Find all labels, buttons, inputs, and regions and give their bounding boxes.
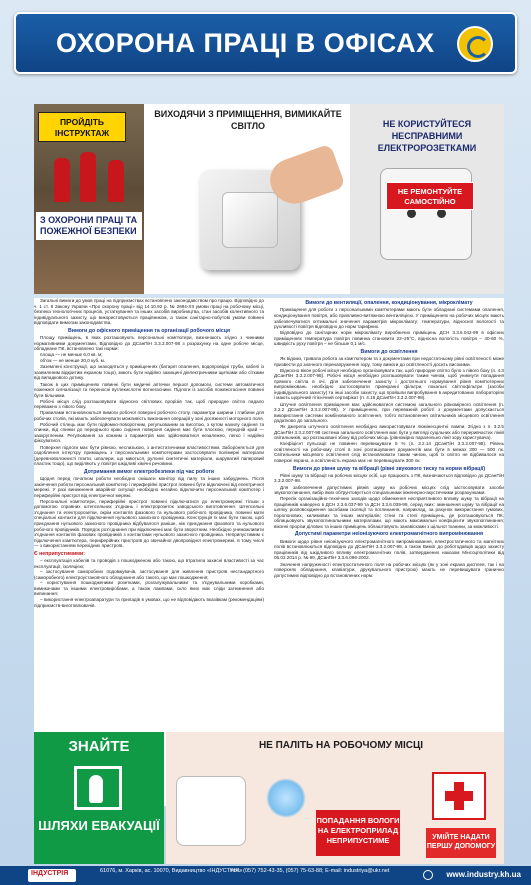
section-heading: Є неприпустимими: [34, 550, 85, 557]
paragraph: Штучне освітлення приміщення має здійснюватися системою загального рівномірного освітлення (п. 3.2.2 ДСанПіН 3.3.2.007-98). У приміщеннях, при переважній роботі з документами допускається використання системи комбінованого освітлення, тобто встановлення світильників місцевого освітлення додатково до загального. [274, 401, 504, 424]
fire-extinguisher-photo [34, 104, 144, 294]
evacuation-know-label: ЗНАЙТЕ [68, 738, 130, 755]
first-aid-sign: УМІЙТЕ НАДАТИ ПЕРШУ ДОПОМОГУ [426, 828, 496, 858]
light-switch-photo [152, 104, 344, 294]
socket-photo [350, 104, 504, 294]
section-heading: Вимоги до рівня шуму та вібрації (рівні звукового тиску та норми вібрації) [292, 465, 486, 472]
footer-logo-text: ІНДУСТРІЯ [31, 870, 69, 877]
extinguisher-icon [80, 152, 96, 202]
footer [0, 866, 531, 885]
evacuation-sign [34, 732, 164, 864]
paragraph: Приміщення для роботи з персональними комп'ютерами мають бути обладнані системами опалення, кондиціонування повітря, або припливно-витяжною вентиляцією. У приміщеннях на робочих місцях мають забезпечуватися оптимальні значення параметрів мікроклімату: температури, відносної вологості та рухливості повітря відповідно до норм тарифних. [274, 307, 504, 330]
extinguisher-icon [54, 158, 70, 202]
fire-safety-caption: З ОХОРОНИ ПРАЦІ ТА ПОЖЕЖНОЇ БЕЗПЕКИ [36, 212, 142, 240]
evacuation-routes-label: ШЛЯХИ ЕВАКУАЦІЇ [38, 818, 160, 833]
paragraph: Поверхня підлоги має бути рівною, неслизькою, з антистатичними властивостями. Забороняється для оздоблення інтер'єру приміщень з персональними комп'ютерами застосовувати полімерні матеріали (деревноволокнисті плити, шпалери, що миються, рулонні синтетичні матеріали, шаруватий паперовий пластик тощо), що виділяють у повітря шкідливі хімічні речовини. [34, 444, 264, 467]
paragraph: об'єм — не менше 20,0 куб. м. [40, 358, 106, 364]
footer-address: 61076, м. Харків, ас. 10070, Видавництво «ІНДУСТРІЯ» [100, 868, 243, 874]
paragraph: Коефіцієнт пульсації не повинен перевищувати 5 % (п. 3.2.14 ДСанПіН 3.3.2.007-98). Рівень освітленості на робочому столі в зоні розташування документів має бути в межах 300 — 500 лк. Світильники місцевого освітлення слід встановлювати таким чином, щоб їх світло не відбивалося на поверхні екрана, а освітленість екрана має не перевищувати 300 лк. [274, 441, 504, 463]
paragraph: Правилами встановлюються вимоги робочої поверхні робочого столу, параметри ширини і глибини для робочих столів, які мають забезпечувати можливість виконання операцій у зоні досяжності моторного поля. [34, 410, 264, 421]
exit-door-icon [74, 766, 122, 810]
list-item: – користування пошкодженими розетками, розгалужувальними та з'єднувальними коробками, вимикачами та іншими електровиробами, а також лампами, скло яких має сліди затемнення або випинання; [34, 580, 264, 597]
paragraph: Робочі місця слід розташовувати відносно світлових прорізів так, щоб природне світло падало переважно з лівого боку. [34, 398, 264, 410]
paragraph: площа — не менше 6,0 кв. м; [40, 352, 103, 358]
socket-caption: НЕ КОРИСТУЙТЕСЯ НЕСПРАВНИМИ ЕЛЕКТРОРОЗЕТКАМИ [377, 119, 477, 153]
first-aid-icon [432, 772, 486, 820]
paragraph: Щодня перед початком роботи необхідно смішати монітор від пилу та інших забруднень. Після закінчення роботи персональний комп'ютер і периферійні пристрої повинні бути відключені від електричної мережі. У разі виникнення аварійної ситуації необхідно негайно відключити персональний комп'ютер і периферійні пристрої від електричної мережі. [34, 476, 264, 498]
globe-icon [423, 870, 433, 880]
no-smoking-caption: НЕ ПАЛІТЬ НА РОБОЧОМУ МІСЦІ [258, 740, 424, 751]
paragraph: Перелік організаційно-технічних заходів щодо обмеження несприятливого впливу шуму та вібрації на працівників наведено в ДСН 2.3.6.037-99 та ДСН 3.3.6.039-99, серед яких: зменшення шуму та вібрації на шляху розповсюдження засобами ізоляції та поглинання, наприклад, за рахунок використання гумових, поролонових, килимових та інших матеріалів; стіни та стелі приміщень, де розташовуються ПК, облицьовують звукопоглинальними матеріалами, що мають максимальні коефіцієнти звукопоглинання; віконні прорізи ділових та інших приміщень облаштовують занавісками з щільної тканини, за можливості. [274, 496, 504, 529]
body-column-right [274, 298, 504, 579]
electrical-socket-icon [176, 776, 246, 846]
paragraph: Для забезпечення допустимих рівнів шуму на робочих місцях слід застосовувати засоби звукопоглинання, вибір яких обґрунтовується спеціальними інженерно-акустичними розрахунками. [274, 484, 504, 496]
running-man-icon [89, 775, 103, 803]
section-heading: Допустимі параметри неіонізуючого електромагнітного випромінювання [294, 531, 484, 538]
footer-logo [28, 869, 76, 882]
section-heading: Вимоги до офісного приміщення та організації робочого місця [68, 327, 230, 334]
paragraph: Робочий стілець має бути підйомно-поворотним, регульованим за висотою, з кутом нахилу сидіння та спинки, від спинки до переднього краю сидіння поверхня сидіння має бути плоскою, передній край — заокругленим. Регулювання за кожним з параметрів має здійснюватися незалежно, легко і надійно фіксуватися. [34, 421, 264, 444]
bottom-illustration-panel [34, 738, 504, 864]
header-banner [14, 12, 517, 74]
switch-key [222, 192, 278, 248]
moisture-warning-sign: ПОПАДАННЯ ВОЛОГИ НА ЕЛЕКТРОПРИЛАД НЕПРИПУСТИМЕ [316, 810, 400, 856]
body-text-panel [34, 298, 504, 806]
paragraph: Як відомо, тривала робота за комп'ютером та з документами при недостатньому рівні освітленості може призвести до значного перенапруження зору, тому вимоги до освітленості досить високими. [274, 356, 504, 367]
outlet-water-photo [166, 732, 504, 864]
switch-caption: ВИХОДЯЧИ З ПРИМІЩЕННЯ, ВИМИКАЙТЕ СВІТЛО [154, 109, 342, 131]
socket-hole [437, 209, 446, 218]
extinguisher-icon [108, 160, 124, 202]
paragraph: Значення напруженості електростатичного поля на робочих місцях (як у зоні екрана дисплея, так і на поверхнях обладнання, клавіатури, друкувального пристрою) мають не перевищувати гранично допустимих відповідно до встановлених норм. [274, 561, 504, 578]
paragraph: Відповідно до санітарних норм мікроклімату виробничих приміщень ДСН 3.3.6.042-99 в офісних приміщеннях температура повітря повинна становити 22–25°С, відносна вологість повітря – 40-60 %, швидкість руху повітря – не більше 0,1 м/с. [274, 330, 504, 347]
paragraph: Загальні вимоги до умов праці на підприємствах встановлено законодавством про працю. Відповідно до ч. 1 ст. 8 Закону України «Про охорону праці» від 14.10.92 р. № 2694-XII умови праці на робочому місці, безпека технологічних процесів, устаткування та інших засобів виробництва, стан засобів колективного та індивідуального захисту, що використовуються працівником, а також санітарно-побутові умови повинні відповідати вимогам законодавства. [34, 298, 264, 326]
socket-hole [407, 209, 416, 218]
page-title: ОХОРОНА ПРАЦІ В ОФІСАХ [56, 28, 435, 58]
paragraph: Рівні шуму та вібрації на робочих місцях осіб, що працюють з ПК, визначаються відповідно до ДСанПіН 3.3.2.007-98. [274, 472, 504, 484]
list-item: – експлуатація кабелів та проводів з пошкодженою або такою, що втратила захисні властивості за час експлуатації, ізоляцією; [34, 558, 264, 569]
paragraph: Також в цих приміщеннях повинні бути медичні аптечки першої допомоги, системи автоматичної пожежної сигналізації та переносні вуглекислотні вогнегасники. Підлоги із засобів пожежогасіння повинні бути вільними. [34, 381, 264, 398]
prohibited-list [34, 558, 264, 608]
publisher-logo-icon [457, 26, 493, 62]
no-repair-badge: НЕ РЕМОНТУЙТЕ САМОСТІЙНО [386, 182, 474, 210]
section-heading: Вимоги до вентиляції, опалення, кондиціонування, мікроклімату [305, 300, 473, 306]
paragraph: Вимоги щодо рівня неіонізуючого електромагнітного випромінювання, електростатичного та магнітних полів встановлюються відповідно до ДСанПіН 3.3.2.007-98, а також Вимог до роботодавців щодо захисту працівників від шкідливого впливу електромагнітних полів, затверджених наказом Мінсоцполітики від 05.02.2014 р. № 99, ДСанПіН 3.3.6.096-2002. [274, 538, 504, 561]
water-splash-icon [266, 778, 306, 818]
list-item: – застосування саморобних подовжувачів, застосування для живлення пристроїв нестандартного (саморобного) електроустановчого обладнання або такого, що має пошкодження; [34, 569, 264, 580]
list-item: – використання електроапаратури та приладів в умовах, що не відповідають вказівкам (рекомендаціям) підприємств-виготовлювачів. [34, 596, 264, 608]
section-heading: Вимоги до освітлення [360, 348, 418, 355]
footer-website-link[interactable]: www.industry.kh.ua [446, 870, 521, 879]
instruction-sign: ПРОЙДІТЬ ІНСТРУКТАЖ [38, 112, 126, 142]
body-column-left [34, 298, 264, 608]
top-illustration-panel [34, 104, 504, 294]
footer-contacts: тел.: (057) 752-43-35, (057) 75-63-88; E-mail: industriya@ukr.net [230, 868, 390, 874]
section-heading: Дотримання вимог електробезпеки під час роботи [83, 468, 215, 475]
paragraph: Площу приміщень, в яких розташовують персональні комп'ютери, визначають згідно з чинними нормативними документами. Відповідно до ДСанПіН 3.3.2.007-98 з розрахунку на одне робоче місце, обладнане ПК, встановлено такі норми: [34, 335, 264, 352]
paragraph: Як джерела штучного освітлення необхідно використовувати люмінесцентні лампи. Згідно з п. 3.2.5 ДСанПіН 3.3.2.007-98 система загального освітлення має бути у вигляді суцільних або переривчастих ліній світильників, що розташовані збоку від робочих місць (рівномірно паралельно лінії зору користувача). [274, 424, 504, 441]
paragraph: Відносно вікон робочі місця необхідно організовувати так, щоб природне світло було з лівого боку (п. 4.3 ДСанПіН 3.3.2.007-98). Робочі місця необхідно розташовувати таким чином, щоб уникнути попадання прямого світла в очі. Для забезпечення захисту і достатнього нормування рівня комп'ютерних випромінювань необхідно застосовувати приекранні фільтри, локальні світлофільтри (засоби індивідуального захисту) та інші засоби захисту, що пройшли випробування в акредитованих лабораторіях і мають щорічний гігієнічний сертифікат (п. 4.19 ДСанПіН 3.3.2.007-98). [274, 367, 504, 401]
paragraph: Персональні комп'ютери, периферійні пристрої повинні підключатися до електромережі тільки з допомогою справних штепсельних з'єднань і електророзеток заводського виготовлення. Штепсельні з'єднання та електророзетки, окрім контактів фазового та нульового робочого провідника, повинні мати спеціальні контакти для підключення нульового захисного провідника. Конструкція їх має бути такою, щоб приєднання нульового захисного провідника відбувалося раніше, ніж приєднання фазового та нульового робочого провідників. Порядок роз'єднання при відключенні має бути зворотним. Необхідно унеможливити з'єднання контактів фазових провідників з контактами нульового захисного провідника. Неприпустимим є підключення комп'ютера, периферійних пристроїв до звичайної двопровідної електромережі, в тому числі — з використанням перехідних пристроїв. [34, 498, 264, 549]
paragraph: Заземлені конструкції, що знаходяться у приміщеннях (батареї опалення, водопровідні труби, кабелі із заземленим відкритим екраном тощо), мають бути надійно захищені діелектричними щитками або сітками від випадкового дотику. [34, 364, 264, 381]
